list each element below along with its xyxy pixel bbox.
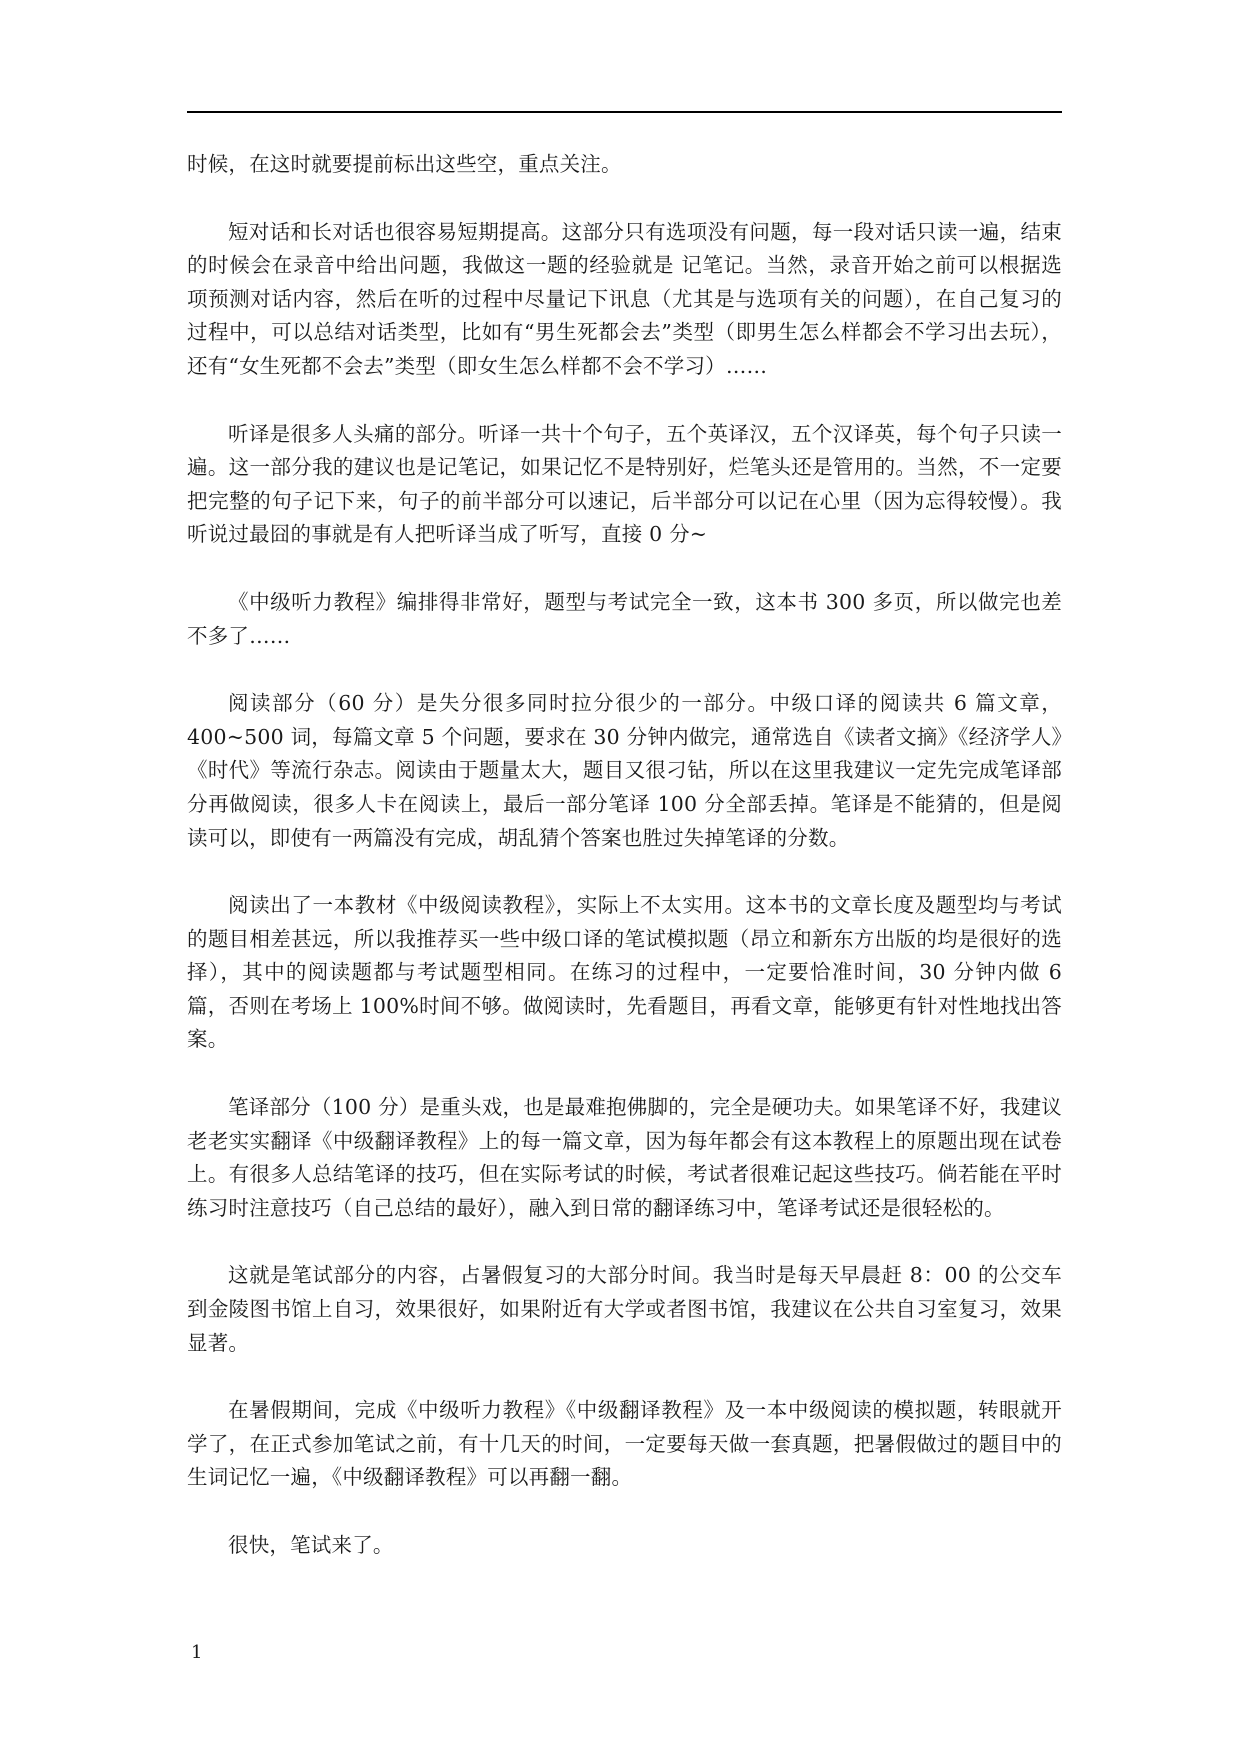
paragraph-continuation: 时候，在这时就要提前标出这些空，重点关注。 xyxy=(187,152,622,176)
paragraph-summer-plan: 在暑假期间，完成《中级听力教程》《中级翻译教程》及一本中级阅读的模拟题，转眼就开学了，在正式参加笔试之前，有十几天的时间，一定要每天做一套真题，把暑假做过的题目中的生词记忆一遍，《中级翻译教程》可以再翻一翻。 xyxy=(187,1398,1062,1490)
paragraph-dialogue: 短对话和长对话也很容易短期提高。这部分只有选项没有问题，每一段对话只读一遍，结束的时候会在录音中给出问题，我做这一题的经验就是 记笔记。当然，录音开始之前可以根据选项预测对话内容，然后在听的过程中尽量记下讯息（尤其是与选项有关的问题），在自己复习的过程中，可以总结对话类型，比如有“男生死都会去”类型（即男生怎么样都会不学习出去玩），还有“女生死都不会去”类型（即女生怎么样都不会不学习）…… xyxy=(187,219,1062,378)
paragraph-reading-textbook: 阅读出了一本教材《中级阅读教程》，实际上不太实用。这本书的文章长度及题型均与考试的题目相差甚远，所以我推荐买一些中级口译的笔试模拟题（昂立和新东方出版的均是很好的选择），其中的阅读题都与考试题型相同。在练习的过程中，一定要恰准时间，30 分钟内做 6 篇，否则在考场上 100%时间不够。做阅读时，先看题目，再看文章，能够更有针对性地找出答案。 xyxy=(187,893,1069,1052)
paragraph-exam-arrives: 很快，笔试来了。 xyxy=(228,1533,394,1557)
paragraph-study-schedule: 这就是笔试部分的内容，占暑假复习的大部分时间。我当时是每天早晨赶 8：00 的公交车到金陵图书馆上自习，效果很好，如果附近有大学或者图书馆，我建议在公共自习室复习，效果显著。 xyxy=(187,1263,1062,1355)
paragraph-listening-textbook: 《中级听力教程》编排得非常好，题型与考试完全一致，这本书 300 多页，所以做完也差不多了…… xyxy=(187,589,1062,648)
paragraph-listening-translation: 听译是很多人头痛的部分。听译一共十个句子，五个英译汉，五个汉译英，每个句子只读一遍。这一部分我的建议也是记笔记，如果记忆不是特别好，烂笔头还是管用的。当然，不一定要把完整的句子记下来，句子的前半部分可以速记，后半部分可以记在心里（因为忘得较慢）。我听说过最囧的事就是有人把听译当成了听写，直接 0 分~ xyxy=(187,421,1062,547)
header-rule xyxy=(187,111,1062,113)
paragraph-reading: 阅读部分（60 分）是失分很多同时拉分很少的一部分。中级口译的阅读共 6 篇文章，400~500 词，每篇文章 5 个问题，要求在 30 分钟内做完，通常选自《读者文摘》《经济学人》《时代》等流行杂志。阅读由于题量太大，题目又很刁钻，所以在这里我建议一定先完成笔译部分再做阅读，很多人卡在阅读上，最后一部分笔译 100 分全部丢掉。笔译是不能猜的，但是阅读可以，即使有一两篇没有完成，胡乱猜个答案也胜过失掉笔译的分数。 xyxy=(187,691,1062,850)
document-body xyxy=(187,148,1069,1597)
page-number: 1 xyxy=(191,1642,203,1663)
paragraph-written-translation: 笔译部分（100 分）是重头戏，也是最难抱佛脚的，完全是硬功夫。如果笔译不好，我建议老老实实翻译《中级翻译教程》上的每一篇文章，因为每年都会有这本教程上的原题出现在试卷上。有很多人总结笔译的技巧，但在实际考试的时候，考试者很难记起这些技巧。倘若能在平时练习时注意技巧（自己总结的最好），融入到日常的翻译练习中，笔译考试还是很轻松的。 xyxy=(187,1095,1062,1220)
